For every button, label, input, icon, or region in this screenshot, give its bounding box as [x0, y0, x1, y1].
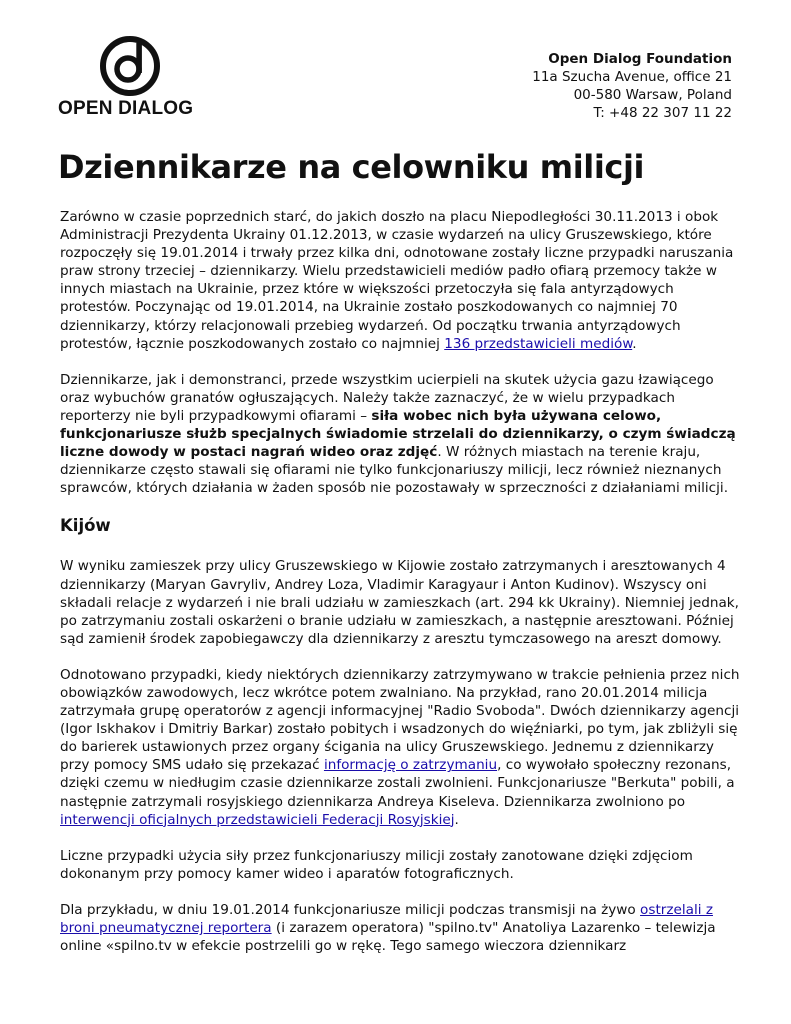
street-address: 11a Szucha Avenue, office 21 — [532, 69, 732, 85]
open-dialog-logo-icon — [98, 34, 162, 98]
logo-text: OPEN DIALOG — [58, 98, 194, 119]
media-representatives-link[interactable]: 136 przedstawicieli mediów — [444, 335, 633, 352]
paragraph-text: . W różnych miastach na terenie kraju, dziennikarze często stawali się ofiarami nie tylko funkcjonariuszy milicji, lecz również nieznanych sprawców, których działania w żaden sposób nie pozostawały w sprzeczności z działaniami milicji. — [60, 444, 729, 497]
contact-address — [532, 50, 732, 122]
organization-name: Open Dialog Foundation — [548, 51, 732, 67]
paragraph-text: (i zarazem operatora) "spilno.tv" Anatoliya Lazarenko – telewizja online «spilno.tv w efekcie postrzelili go w rękę. Tego samego wieczora dziennikarz — [60, 920, 716, 955]
paragraph-arrests: W wyniku zamieszek przy ulicy Gruszewskiego w Kijowie zostało zatrzymanych i aresztowanych 4 dziennikarzy (Maryan Gavryliv, Andrey Loza, Vladimir Karagyaur i Anton Kudinov). Wszyscy oni składali relacje z wydarzeń i nie brali udziału w zamieszkach (art. 294 kk Ukrainy). Niemniej jednak, po zatrzymaniu zostali oskarżeni o branie udziału w zamieszkach, a następnie aresztowani. Później sąd zamienił środek zapobiegawczy dla dziennikarzy z aresztu tymczasowego na areszt domowy. — [60, 558, 740, 647]
phone-number: T: +48 22 307 11 22 — [593, 105, 732, 121]
paragraph-text: Odnotowano przypadki, kiedy niektórych dziennikarzy zatrzymywano w trakcie pełnienia przez nich obowiązków zawodowych, lecz wkrótce potem zwalniano. Na przykład, rano 20.01.2014 milicja zatrzymała grupę operatorów z agencji informacyjnej "Radio Svoboda". Dwóch dziennikarzy agencji (Igor Iskhakov i Dmitriy Barkar) zostało pobitych i wsadzonych do więźniarki, po tym, jak zbliżyli się do barierek ustawionych przez organy ścigania na ulicy Gruszewskiego. Jednemu z dziennikarzy przy pomocy SMS udało się przekazać — [60, 666, 740, 774]
paragraph-example — [60, 901, 740, 955]
paragraph-recordings: Liczne przypadki użycia siły przez funkcjonariuszy milicji zostały zanotowane dzięki zdjęciom dokonanym przy pomocy kamer wideo i aparatów fotograficznych. — [60, 847, 693, 882]
emphasized-text: siła wobec nich była używana celowo, funkcjonariusze służb specjalnych świadomie strzelali do dziennikarzy, o czym świadczą liczne dowody w postaci nagrań wideo oraz zdjęć — [60, 407, 736, 461]
paragraph-text: . — [454, 811, 459, 828]
paragraph-detentions — [60, 666, 740, 829]
paragraph-text: Zarówno w czasie poprzednich starć, do jakich doszło na placu Niepodległości 30.11.2013 i obok Administracji Prezydenta Ukrainy 01.12.2013, w czasie wydarzeń na ulicy Gruszewskiego, które rozpoczęły się 19.01.2014 i trwały przez kilka dni, odnotowane zostały liczne przypadki naruszania praw strony trzeciej – dziennikarzy. Wielu przedstawicieli mediów padło ofiarą przemocy także w innych miastach na Ukrainie, przez które w większości przetoczyła się fala antyrządowych protestów. Poczynając od 19.01.2014, na Ukrainie zostało poszkodowanych co najmniej 70 dziennikarzy, którzy relacjonowali przebieg wydarzeń. Od początku trwania antyrządowych protestów, łącznie poszkodowanych zostało co najmniej — [60, 209, 734, 352]
paragraph-text: Dla przykładu, w dniu 19.01.2014 funkcjonariusze milicji podczas transmisji na żywo — [60, 901, 641, 918]
detention-info-link[interactable]: informację o zatrzymaniu — [323, 757, 498, 774]
page-title: Dziennikarze na celowniku milicji — [58, 148, 645, 186]
paragraph-intro — [60, 208, 740, 353]
paragraph-text: Dziennikarze, jak i demonstranci, przede wszystkim ucierpieli na skutek użycia gazu łzawiącego oraz wybuchów granatów ogłuszających. Należy także zaznaczyć, że w wielu przypadkach reporterzy nie byli przypadkowymi ofiarami – — [60, 371, 714, 424]
paragraph-text: , co wywołało społeczny rezonans, dzięki czemu w niedługim czasie dziennikarze zostali zwolnieni. Funkcjonariusze "Berkuta" pobili, a następnie zatrzymali rosyjskiego dziennikarza Andreya Kiseleva. Dziennikarza zwolniono po — [60, 757, 735, 810]
section-heading-kyiv: Kijów — [60, 516, 111, 536]
reporter-shot-link[interactable]: ostrzelali z broni pneumatycznej reportera — [60, 901, 713, 936]
russian-federation-intervention-link[interactable]: interwencji oficjalnych przedstawicieli Federacji Rosyjskiej — [60, 811, 455, 828]
paragraph-journalists — [60, 371, 740, 498]
paragraph-text: . — [632, 335, 637, 352]
article-body — [60, 208, 740, 973]
city-address: 00-580 Warsaw, Poland — [573, 87, 732, 103]
